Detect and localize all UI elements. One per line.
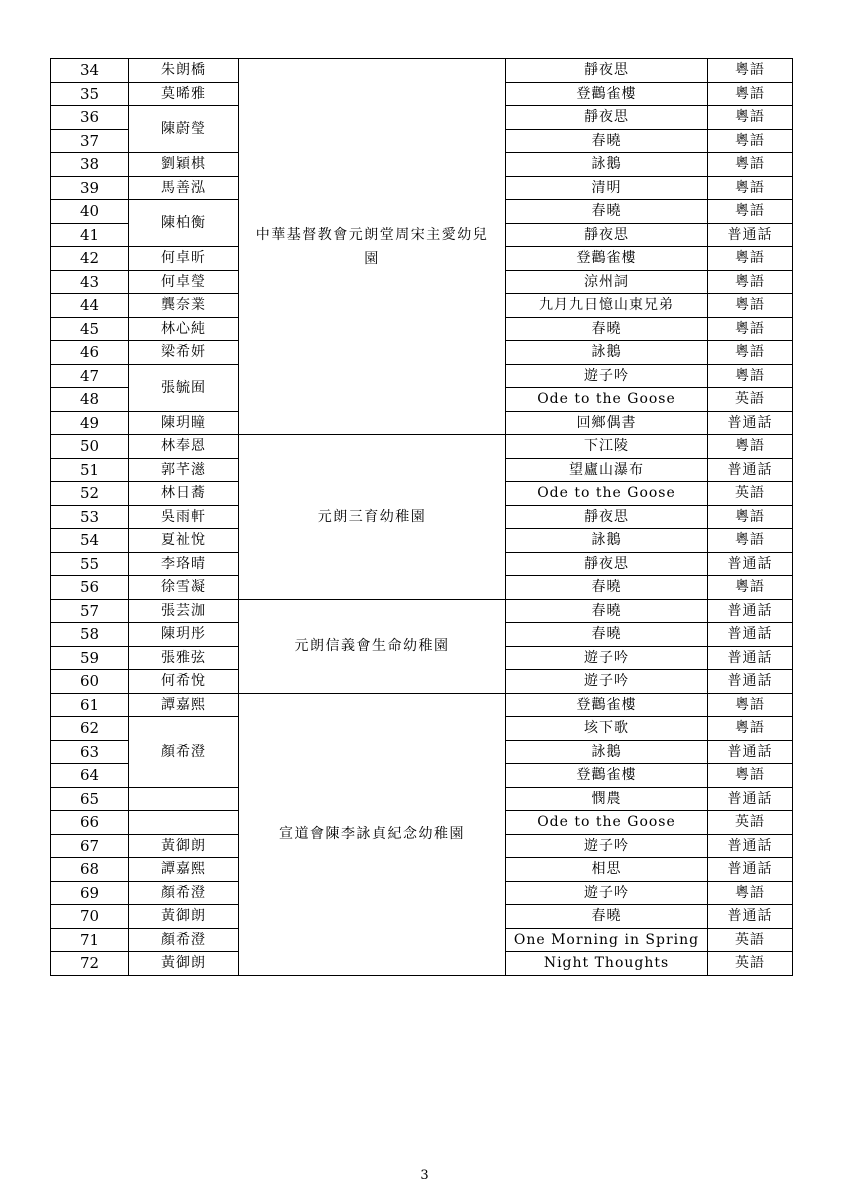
- poem-title-cell: 春曉: [506, 905, 708, 929]
- language-cell: 粵語: [708, 59, 793, 83]
- language-cell: 粵語: [708, 764, 793, 788]
- language-cell: 粵語: [708, 505, 793, 529]
- entry-number-cell: 50: [51, 435, 129, 459]
- student-name-cell: 何卓瑩: [129, 270, 239, 294]
- student-name-cell: 顏希澄: [129, 717, 239, 788]
- student-name-cell: 張毓囿: [129, 364, 239, 411]
- poem-title-cell: 靜夜思: [506, 223, 708, 247]
- language-cell: 普通話: [708, 599, 793, 623]
- poem-title-cell: 登鸛雀樓: [506, 693, 708, 717]
- language-cell: 粵語: [708, 294, 793, 318]
- entry-number-cell: 49: [51, 411, 129, 435]
- language-cell: 普通話: [708, 552, 793, 576]
- entry-number-cell: 63: [51, 740, 129, 764]
- language-cell: 粵語: [708, 82, 793, 106]
- poem-title-cell: 遊子吟: [506, 646, 708, 670]
- entry-number-cell: 48: [51, 388, 129, 412]
- poem-title-cell: 靜夜思: [506, 552, 708, 576]
- poem-title-cell: 下江陵: [506, 435, 708, 459]
- poem-title-cell: 望廬山瀑布: [506, 458, 708, 482]
- student-name-cell: 龔奈業: [129, 294, 239, 318]
- table-row: [51, 599, 793, 623]
- student-name-cell: 何希悅: [129, 670, 239, 694]
- language-cell: 普通話: [708, 223, 793, 247]
- language-cell: 普通話: [708, 670, 793, 694]
- entry-number-cell: 55: [51, 552, 129, 576]
- school-name-cell: 中華基督教會元朗堂周宋主愛幼兒園: [239, 59, 506, 435]
- student-name-cell: 林心純: [129, 317, 239, 341]
- poem-title-cell: Ode to the Goose: [506, 388, 708, 412]
- poem-title-cell: 涼州詞: [506, 270, 708, 294]
- poem-title-cell: 詠鵝: [506, 341, 708, 365]
- language-cell: 粵語: [708, 129, 793, 153]
- entry-number-cell: 41: [51, 223, 129, 247]
- poem-title-cell: Night Thoughts: [506, 952, 708, 976]
- poem-title-cell: 清明: [506, 176, 708, 200]
- entry-number-cell: 44: [51, 294, 129, 318]
- entry-number-cell: 71: [51, 928, 129, 952]
- student-name-cell: 莫晞雅: [129, 82, 239, 106]
- entry-number-cell: 47: [51, 364, 129, 388]
- student-name-cell: 陳蔚瑩: [129, 106, 239, 153]
- entry-number-cell: 62: [51, 717, 129, 741]
- entry-number-cell: 38: [51, 153, 129, 177]
- student-name-cell: 夏祉悅: [129, 529, 239, 553]
- language-cell: 粵語: [708, 270, 793, 294]
- poem-title-cell: 垓下歌: [506, 717, 708, 741]
- language-cell: 普通話: [708, 740, 793, 764]
- language-cell: 粵語: [708, 341, 793, 365]
- school-name-cell: 宣道會陳李詠貞紀念幼稚園: [239, 693, 506, 975]
- poem-title-cell: Ode to the Goose: [506, 811, 708, 835]
- language-cell: 粵語: [708, 106, 793, 130]
- entry-number-cell: 52: [51, 482, 129, 506]
- language-cell: 普通話: [708, 411, 793, 435]
- entry-number-cell: 58: [51, 623, 129, 647]
- language-cell: 英語: [708, 928, 793, 952]
- entry-number-cell: 69: [51, 881, 129, 905]
- student-name-cell: 林日蕎: [129, 482, 239, 506]
- poem-title-cell: 遊子吟: [506, 881, 708, 905]
- poem-title-cell: 遊子吟: [506, 670, 708, 694]
- poem-title-cell: 春曉: [506, 623, 708, 647]
- language-cell: 英語: [708, 482, 793, 506]
- poem-title-cell: 春曉: [506, 200, 708, 224]
- student-name-cell: 劉穎棋: [129, 153, 239, 177]
- entry-number-cell: 60: [51, 670, 129, 694]
- language-cell: 普通話: [708, 458, 793, 482]
- student-name-cell: 黃御朗: [129, 834, 239, 858]
- student-name-cell: 何卓昕: [129, 247, 239, 271]
- language-cell: 粵語: [708, 529, 793, 553]
- entry-number-cell: 37: [51, 129, 129, 153]
- language-cell: 粵語: [708, 317, 793, 341]
- results-table: [50, 58, 793, 976]
- student-name-cell: 吳雨軒: [129, 505, 239, 529]
- poem-title-cell: 詠鵝: [506, 153, 708, 177]
- language-cell: 普通話: [708, 858, 793, 882]
- entry-number-cell: 54: [51, 529, 129, 553]
- entry-number-cell: 70: [51, 905, 129, 929]
- student-name-cell: 馬善泓: [129, 176, 239, 200]
- table-row: [51, 693, 793, 717]
- table-row: [51, 435, 793, 459]
- entry-number-cell: 57: [51, 599, 129, 623]
- language-cell: 普通話: [708, 623, 793, 647]
- entry-number-cell: 34: [51, 59, 129, 83]
- language-cell: 粵語: [708, 881, 793, 905]
- language-cell: 英語: [708, 811, 793, 835]
- entry-number-cell: 64: [51, 764, 129, 788]
- student-name-cell: 譚嘉熙: [129, 858, 239, 882]
- language-cell: 粵語: [708, 247, 793, 271]
- poem-title-cell: 詠鵝: [506, 740, 708, 764]
- student-name-cell: [129, 787, 239, 811]
- student-name-cell: 黃御朗: [129, 905, 239, 929]
- entry-number-cell: 35: [51, 82, 129, 106]
- entry-number-cell: 40: [51, 200, 129, 224]
- language-cell: 粵語: [708, 717, 793, 741]
- entry-number-cell: 46: [51, 341, 129, 365]
- poem-title-cell: 遊子吟: [506, 834, 708, 858]
- poem-title-cell: 九月九日憶山東兄弟: [506, 294, 708, 318]
- entry-number-cell: 36: [51, 106, 129, 130]
- language-cell: 粵語: [708, 693, 793, 717]
- poem-title-cell: 靜夜思: [506, 505, 708, 529]
- poem-title-cell: 春曉: [506, 576, 708, 600]
- poem-title-cell: 靜夜思: [506, 59, 708, 83]
- poem-title-cell: 春曉: [506, 129, 708, 153]
- poem-title-cell: 詠鵝: [506, 529, 708, 553]
- student-name-cell: 梁希妍: [129, 341, 239, 365]
- poem-title-cell: 春曉: [506, 317, 708, 341]
- entry-number-cell: 66: [51, 811, 129, 835]
- poem-title-cell: 春曉: [506, 599, 708, 623]
- language-cell: 英語: [708, 388, 793, 412]
- entry-number-cell: 45: [51, 317, 129, 341]
- poem-title-cell: 遊子吟: [506, 364, 708, 388]
- poem-title-cell: 靜夜思: [506, 106, 708, 130]
- language-cell: 英語: [708, 952, 793, 976]
- poem-title-cell: Ode to the Goose: [506, 482, 708, 506]
- student-name-cell: 譚嘉熙: [129, 693, 239, 717]
- student-name-cell: 顏希澄: [129, 928, 239, 952]
- student-name-cell: 陳玥彤: [129, 623, 239, 647]
- entry-number-cell: 42: [51, 247, 129, 271]
- poem-title-cell: 登鸛雀樓: [506, 82, 708, 106]
- entry-number-cell: 39: [51, 176, 129, 200]
- entry-number-cell: 72: [51, 952, 129, 976]
- language-cell: 粵語: [708, 153, 793, 177]
- language-cell: 普通話: [708, 834, 793, 858]
- student-name-cell: [129, 811, 239, 835]
- student-name-cell: 黃御朗: [129, 952, 239, 976]
- language-cell: 普通話: [708, 787, 793, 811]
- student-name-cell: 張芸泇: [129, 599, 239, 623]
- poem-title-cell: 相思: [506, 858, 708, 882]
- student-name-cell: 徐雪凝: [129, 576, 239, 600]
- results-table-body: [51, 59, 793, 976]
- entry-number-cell: 68: [51, 858, 129, 882]
- entry-number-cell: 59: [51, 646, 129, 670]
- language-cell: 粵語: [708, 176, 793, 200]
- language-cell: 粵語: [708, 364, 793, 388]
- student-name-cell: 顏希澄: [129, 881, 239, 905]
- school-name-cell: 元朗三育幼稚園: [239, 435, 506, 600]
- student-name-cell: 陳柏衡: [129, 200, 239, 247]
- language-cell: 粵語: [708, 200, 793, 224]
- table-row: [51, 59, 793, 83]
- poem-title-cell: 憫農: [506, 787, 708, 811]
- student-name-cell: 郭芊濨: [129, 458, 239, 482]
- entry-number-cell: 53: [51, 505, 129, 529]
- school-name-cell: 元朗信義會生命幼稚園: [239, 599, 506, 693]
- language-cell: 粵語: [708, 576, 793, 600]
- entry-number-cell: 43: [51, 270, 129, 294]
- poem-title-cell: 回鄉偶書: [506, 411, 708, 435]
- student-name-cell: 張雅弦: [129, 646, 239, 670]
- language-cell: 普通話: [708, 646, 793, 670]
- poem-title-cell: 登鸛雀樓: [506, 247, 708, 271]
- entry-number-cell: 61: [51, 693, 129, 717]
- entry-number-cell: 65: [51, 787, 129, 811]
- student-name-cell: 陳玥瞳: [129, 411, 239, 435]
- entry-number-cell: 56: [51, 576, 129, 600]
- language-cell: 粵語: [708, 435, 793, 459]
- language-cell: 普通話: [708, 905, 793, 929]
- poem-title-cell: One Morning in Spring: [506, 928, 708, 952]
- student-name-cell: 朱朗橋: [129, 59, 239, 83]
- entry-number-cell: 67: [51, 834, 129, 858]
- page-number: 3: [420, 1168, 429, 1183]
- entry-number-cell: 51: [51, 458, 129, 482]
- student-name-cell: 林奉恩: [129, 435, 239, 459]
- poem-title-cell: 登鸛雀樓: [506, 764, 708, 788]
- student-name-cell: 李珞晴: [129, 552, 239, 576]
